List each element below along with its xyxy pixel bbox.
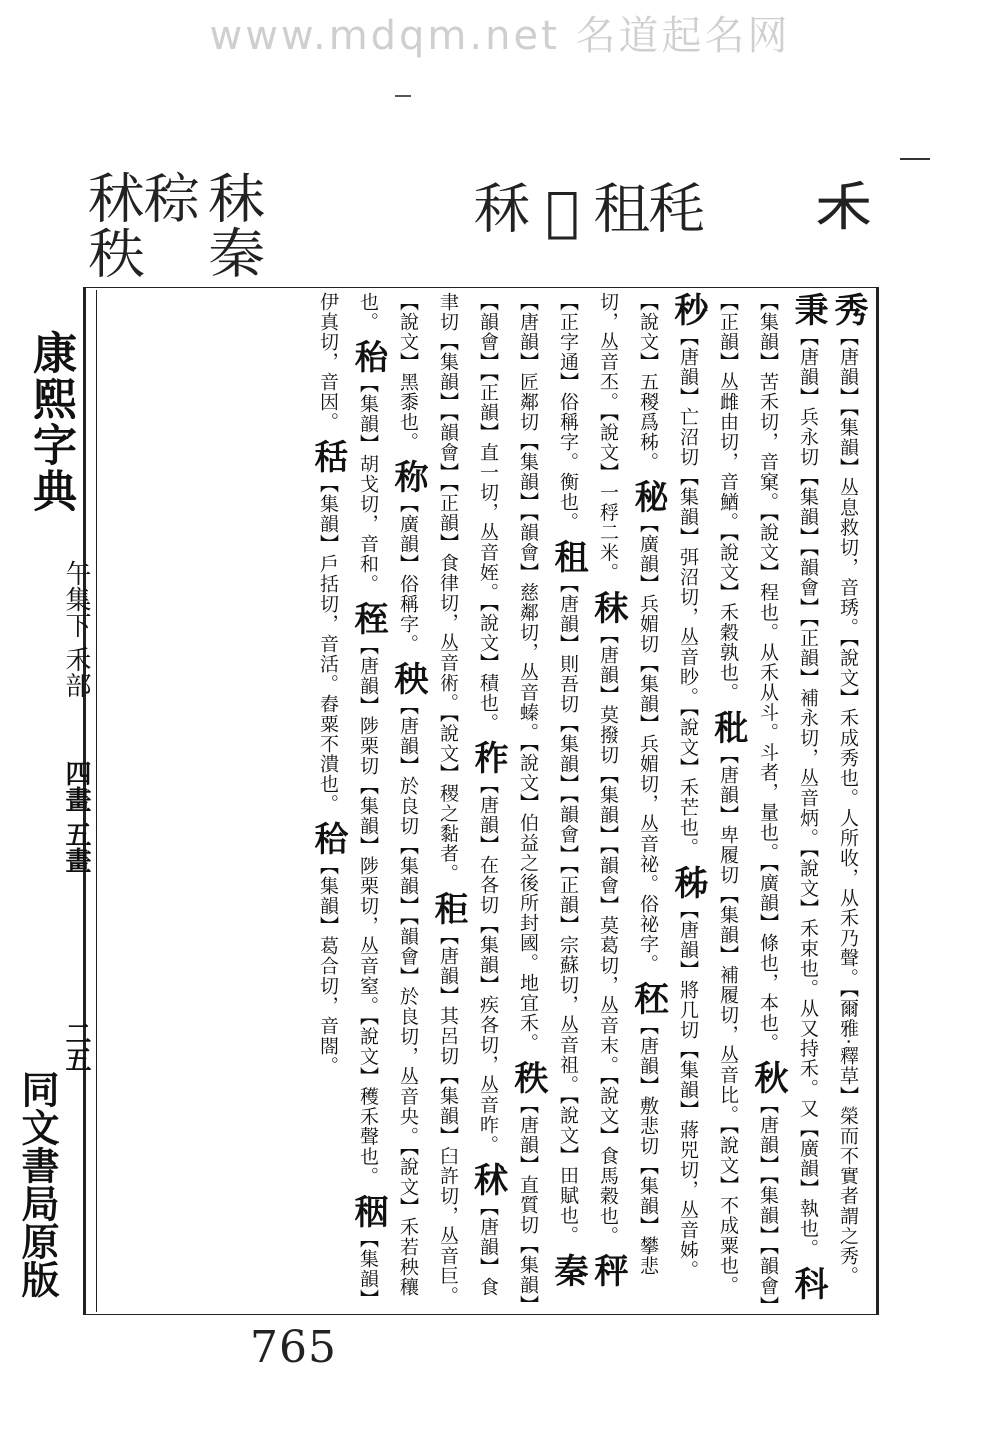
entry-body: 【集韻】戶括切，音活。舂粟不潰也。 xyxy=(317,474,339,815)
entry-body: 【唐韻】兵永切【集韻】【韻會】【正韻】補永切，丛音炳。【說文】禾束也。从又持禾。又【廣韻】執也。 xyxy=(797,327,819,1259)
entry xyxy=(828,292,868,1286)
entry xyxy=(348,339,388,595)
entry-head: 秨 xyxy=(468,740,508,776)
entry-body: 【唐韻】匠鄰切【集韻】【韻會】慈鄰切，丛音螓。【說文】伯益之後所封國。地宜禾。 xyxy=(517,292,539,1053)
entry-body: 【廣韻】兵媚切【集韻】兵媚切，丛音祕。俗祕字。 xyxy=(637,514,659,975)
watermark: www.mdqm.net 名道起名网 xyxy=(209,13,791,59)
entry-body: 【唐韻】敷悲切【集韻】攀悲切，丛音丕。【說文】一稃二米。 xyxy=(597,292,659,1277)
entry-body: 【唐韻】【集韻】丛息救切，音琇。【說文】禾成秀也。人所收，从禾乃聲。【爾雅·釋草】榮而不實者謂之秀。 xyxy=(837,327,859,1286)
entry-body: 【唐韻】將几切【集韻】蔣兕切，丛音姊。【說文】五稯爲秭。 xyxy=(637,292,699,1280)
entry-body: 【唐韻】其呂切【集韻】臼許切，丛音巨。【說文】黑黍也。 xyxy=(397,292,459,1306)
seal-glyph: 秣 xyxy=(199,170,266,224)
entry-body: 【集韻】苦禾切，音窠。【說文】程也。从禾从斗。斗者，量也。【廣韻】條也，本也。 xyxy=(757,292,779,1053)
stray-tick xyxy=(900,158,930,160)
entry-head: 科 xyxy=(788,1265,828,1301)
frame-rule xyxy=(96,290,97,1312)
entry xyxy=(308,439,348,815)
entry-body: 【唐韻】莫撥切【集韻】【韻會】莫葛切，丛音末。【說文】食馬穀也。 xyxy=(597,624,619,1246)
entry xyxy=(788,292,828,1259)
seal-glyph: 𥝌 xyxy=(809,180,876,234)
entry-head: 秕 xyxy=(708,709,748,745)
entry-head: 秩 xyxy=(508,1060,548,1096)
entry xyxy=(708,709,748,1296)
entry-head: 秳 xyxy=(308,439,348,475)
seal-glyph: 秏 xyxy=(639,180,706,234)
entry-body: 【唐韻】卑履切【集韻】補履切，丛音比。【說文】不成粟也。 xyxy=(717,744,739,1296)
entry-head: 秘 xyxy=(628,479,668,515)
entry-body: 【集韻】胡戈切，音和。 xyxy=(357,374,379,595)
entry-head: 秷 xyxy=(348,601,388,637)
entry-body: 【唐韻】【集韻】【韻會】【正韻】丛雌由切，音鰌。【說文】禾穀孰也。 xyxy=(717,292,779,1307)
entry-head: 秠 xyxy=(628,981,668,1017)
entry xyxy=(628,479,668,975)
entry xyxy=(388,459,428,655)
seal-glyph: 秫 xyxy=(79,170,146,224)
entry-body: 【唐韻】於良切【集韻】【韻會】於良切，丛音央。【說文】禾若秧穰也。 xyxy=(357,292,419,1298)
book-title: 康熙字典 xyxy=(25,330,76,514)
stray-mark xyxy=(395,95,411,97)
entry-head: 秦 xyxy=(548,1252,588,1288)
entry-head: 秋 xyxy=(748,1060,788,1096)
entry-body: 【廣韻】俗稱字。 xyxy=(397,494,419,655)
entry-head: 秮 xyxy=(348,339,388,375)
entry-body: 【唐韻】食聿切【集韻】【韻會】【正韻】食律切，丛音術。【說文】稷之黏者。 xyxy=(437,292,499,1298)
entry-body: 【正字通】俗稱字。衡也。 xyxy=(557,292,579,532)
entry-head: 秤 xyxy=(588,1252,628,1288)
entry-head: 秣 xyxy=(588,589,628,625)
entry xyxy=(588,589,628,1246)
seal-glyph-row xyxy=(0,170,1000,280)
dictionary-text xyxy=(100,292,868,1310)
page-number: 765 xyxy=(250,1322,337,1373)
entry-body: 【唐韻】陟栗切【集韻】陟栗切，丛音窒。【說文】穫禾聲也。 xyxy=(357,636,379,1187)
entry-head: 秵 xyxy=(348,1193,388,1229)
seal-glyph: 秝 xyxy=(464,180,531,234)
entry-body: 【集韻】伊真切，音因。 xyxy=(317,292,379,1309)
entry-body: 【唐韻】直質切【集韻】【韻會】【正韻】直一切，丛音姪。【說文】積也。 xyxy=(477,292,539,1306)
entry xyxy=(468,740,508,1156)
entry xyxy=(548,539,588,1246)
entry-head: 称 xyxy=(388,459,428,495)
entry-body: 【唐韻】則吾切【集韻】【韻會】【正韻】宗蘇切，丛音祖。【說文】田賦也。 xyxy=(557,574,579,1246)
entry-head: 秉 xyxy=(788,292,828,327)
entry xyxy=(348,601,388,1187)
entry-head: 秫 xyxy=(468,1162,508,1198)
section-label: 午集下 禾部 xyxy=(61,560,91,699)
entry-body: 【集韻】葛合切，音閤。 xyxy=(317,856,339,1077)
entry-head: 秬 xyxy=(428,890,468,926)
seal-glyph: 租 xyxy=(584,180,651,234)
seal-glyph: 𥟡 xyxy=(134,170,201,224)
stroke-count-label: 四畫 五畫 xyxy=(61,760,91,874)
entry-head: 秧 xyxy=(388,661,428,697)
entry-head: 秴 xyxy=(308,821,348,857)
entry xyxy=(668,292,708,858)
entry-body: 【唐韻】亡沼切【集韻】弭沼切，丛音眇。【說文】禾芒也。 xyxy=(677,327,699,858)
entry-head: 租 xyxy=(548,539,588,575)
folio-number: 二五 xyxy=(61,1020,91,1072)
publisher-label: 同文書局原版 xyxy=(15,1070,60,1298)
entry xyxy=(308,821,348,1077)
entry-head: 秀 xyxy=(828,292,868,327)
seal-glyph: 秩 xyxy=(79,225,146,279)
seal-glyph: 秦 xyxy=(199,225,266,279)
entry-body: 【唐韻】在各切【集韻】疾各切，丛音昨。 xyxy=(477,775,499,1156)
entry-head: 秒 xyxy=(668,292,708,327)
entry-head: 秭 xyxy=(668,864,708,900)
seal-glyph: 𪌻 xyxy=(529,180,596,243)
